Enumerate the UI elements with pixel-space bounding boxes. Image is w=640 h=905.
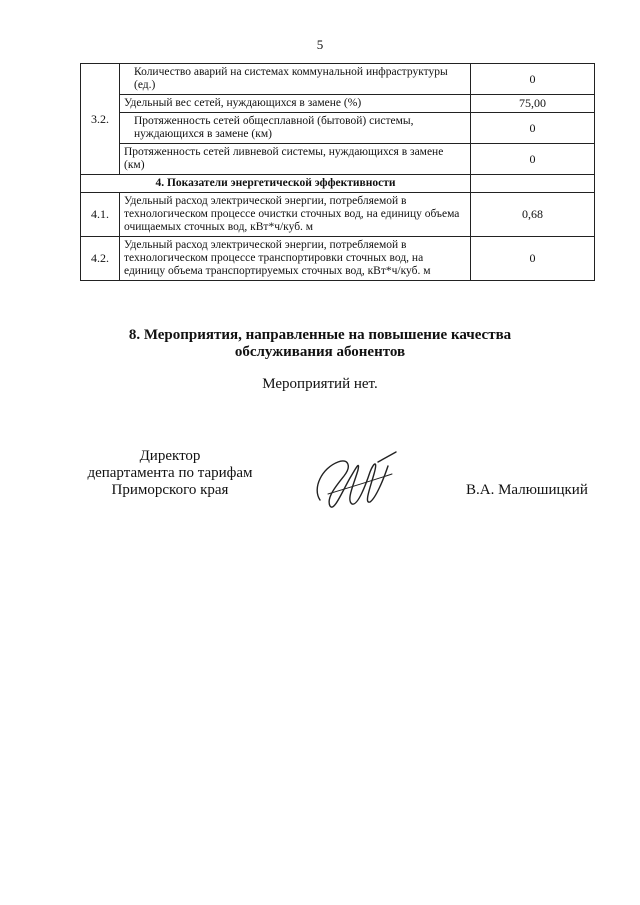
row-description: Удельный расход электрической энергии, потребляемой в технологическом процессе транспортировки сточных вод, на единицу объема транспортируемых сточных вод, кВт*ч/куб. м [120, 237, 471, 281]
row-description: Удельный расход электрической энергии, потребляемой в технологическом процессе очистки сточных вод, на единицу объема очищаемых сточных вод, кВт*ч/куб. м [120, 193, 471, 237]
indicators-table [80, 63, 595, 281]
row-value: 0,68 [471, 193, 595, 237]
signer-position-line1: Директор [139, 448, 201, 464]
row-description: Протяженность сетей ливневой системы, нуждающихся в замене (км) [120, 144, 471, 175]
table-row [81, 144, 595, 175]
row-description: Протяженность сетей общесплавной (бытовой) системы, нуждающихся в замене (км) [120, 113, 471, 144]
section-8-title-line2: обслуживания абонентов [234, 344, 406, 360]
table-row [81, 113, 595, 144]
signer-name: В.А. Малюшицкий [466, 482, 588, 498]
no-measures-text: Мероприятий нет. [262, 376, 378, 392]
signer-position [70, 448, 270, 499]
row-value: 75,00 [471, 95, 595, 113]
section-8-title-line1: 8. Мероприятия, направленные на повышение качества [128, 327, 512, 343]
handwritten-signature [308, 448, 398, 518]
row-value: 0 [471, 64, 595, 95]
row-number: 3.2. [81, 64, 120, 175]
row-description: Удельный вес сетей, нуждающихся в замене (%) [120, 95, 471, 113]
table-row [81, 237, 595, 281]
page-number: 5 [316, 37, 324, 52]
row-number: 4.1. [81, 193, 120, 237]
section-title: 4. Показатели энергетической эффективности [81, 175, 471, 193]
signer-position-line3: Приморского края [111, 482, 229, 498]
table-row [81, 64, 595, 95]
table-row [81, 193, 595, 237]
row-value: 0 [471, 113, 595, 144]
row-value: 0 [471, 144, 595, 175]
row-description: Количество аварий на системах коммунальной инфраструктуры (ед.) [120, 64, 471, 95]
table-row [81, 95, 595, 113]
section-8-heading [0, 327, 640, 361]
signer-position-line2: департамента по тарифам [87, 465, 253, 481]
row-number: 4.2. [81, 237, 120, 281]
row-value: 0 [471, 237, 595, 281]
section-row [81, 175, 595, 193]
section-empty-cell [471, 175, 595, 193]
